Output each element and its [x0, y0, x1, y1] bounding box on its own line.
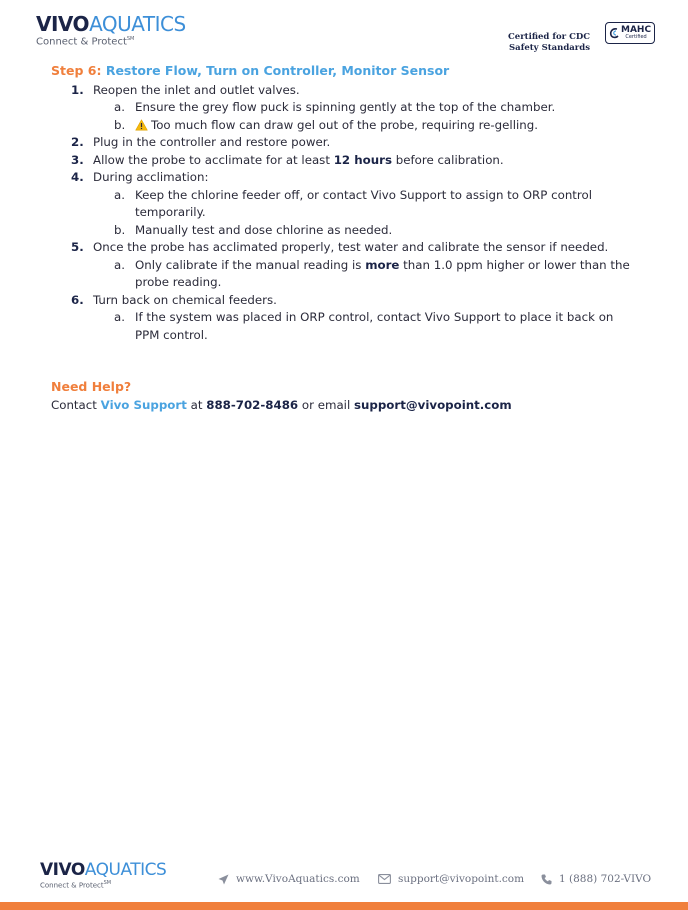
list-item: 5. Once the probe has acclimated properly, test water and calibrate the sensor if needed. a. Only calibrate if the manual reading is more than 1.0 ppm higher or lower than the probe reading.	[51, 239, 641, 292]
list-item: 3. Allow the probe to acclimate for at least 12 hours before calibration.	[71, 152, 504, 167]
list-item: 4. During acclimation: a. Keep the chlorine feeder off, or contact Vivo Support to assign to ORP control temporarily. b. Manually test and dose chlorine as needed.	[51, 169, 641, 239]
support-phone: 888-702-8486	[206, 398, 299, 412]
phone-icon	[541, 874, 552, 885]
footer-phone[interactable]: 1 (888) 702-VIVO	[541, 873, 651, 885]
header-logo-tagline: Connect & Protect℠	[36, 36, 135, 48]
sub-list-item: a. Keep the chlorine feeder off, or contact Vivo Support to assign to ORP control temporarily.	[114, 187, 593, 219]
footer-logo-wordmark: VIVOAQUATICS	[40, 860, 167, 880]
sub-list-item: a. Ensure the grey flow puck is spinning gently at the top of the chamber.	[114, 100, 556, 114]
vivo-support-link[interactable]: Vivo Support	[100, 398, 187, 412]
footer-accent-bar	[0, 902, 688, 910]
sub-list-item: b. Too much flow can draw gel out of the probe, requiring re-gelling.	[114, 117, 538, 132]
sub-list-item: a. If the system was placed in ORP control, contact Vivo Support to place it back on PPM control.	[114, 310, 614, 342]
list-item: 1. Reopen the inlet and outlet valves. a. Ensure the grey flow puck is spinning gently at the top of the chamber. b. Too much flow can draw gel out of the probe, requiring re-gelling.	[51, 82, 641, 135]
list-item: 2. Plug in the controller and restore power.	[71, 135, 331, 149]
help-section	[51, 378, 512, 414]
help-title: Need Help?	[51, 379, 132, 394]
send-icon	[218, 874, 229, 885]
sub-list-item: a. Only calibrate if the manual reading is more than 1.0 ppm higher or lower than the probe reading.	[114, 257, 630, 289]
step-list	[51, 82, 641, 345]
envelope-icon	[378, 874, 391, 884]
support-email[interactable]: support@vivopoint.com	[353, 398, 512, 412]
footer-logo-tagline: Connect & Protect℠	[40, 880, 112, 890]
header-logo	[36, 14, 186, 47]
footer-logo	[40, 862, 166, 889]
sub-list-item: b. Manually test and dose chlorine as needed.	[114, 222, 393, 237]
mahc-certified-badge: MAHC Certified	[605, 22, 655, 44]
mahc-swirl-icon	[609, 27, 619, 39]
step-title: Step 6: Restore Flow, Turn on Controller, Monitor Sensor	[51, 63, 450, 78]
help-contact-line: Contact Vivo Support at 888-702-8486 or email support@vivopoint.com	[51, 398, 512, 412]
footer-website[interactable]: www.VivoAquatics.com	[218, 873, 360, 885]
cdc-certification-text: Certified for CDC Safety Standards	[508, 32, 590, 53]
list-item: 6. Turn back on chemical feeders. a. If the system was placed in ORP control, contact Vivo Support to place it back on PPM control.	[51, 292, 641, 345]
warning-icon	[135, 119, 148, 131]
header-logo-wordmark: VIVOAQUATICS	[36, 12, 186, 36]
footer-email[interactable]: support@vivopoint.com	[378, 873, 524, 885]
step-section	[51, 62, 641, 344]
